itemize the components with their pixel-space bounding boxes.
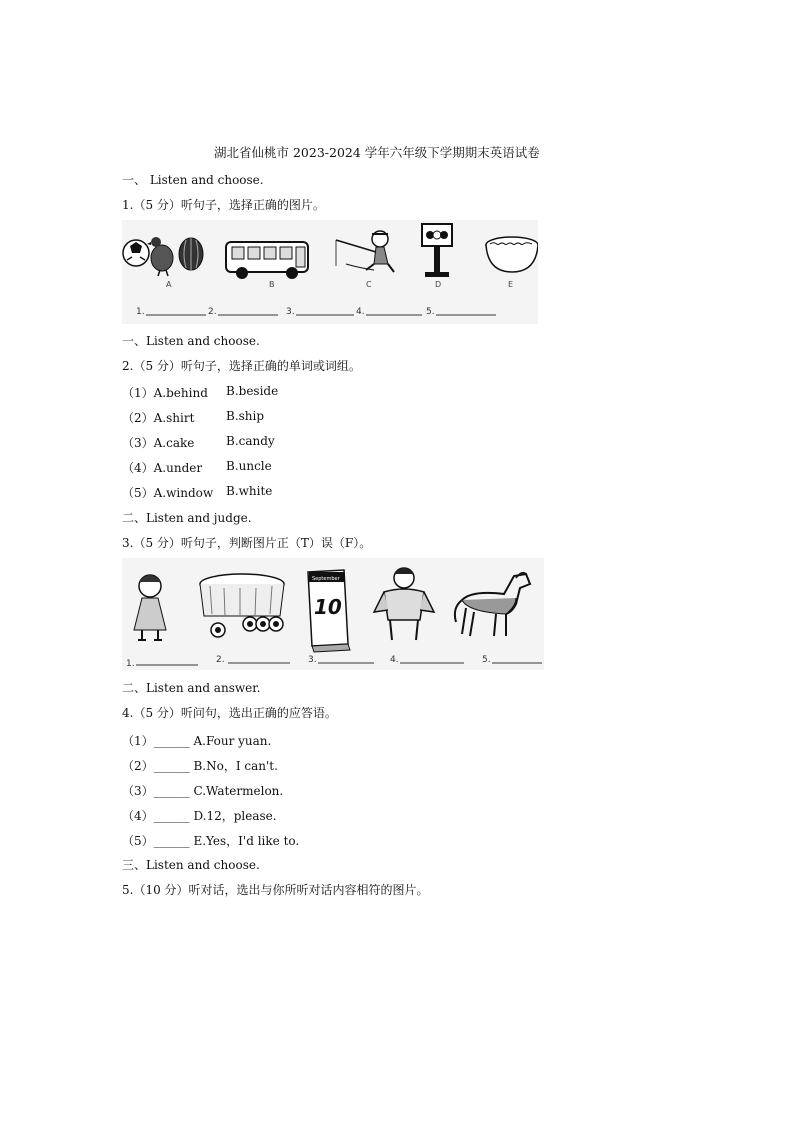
section-heading: 三、Listen and choose.	[122, 858, 260, 872]
ball-chicken-icon	[123, 237, 203, 276]
option-number: （1）	[122, 734, 154, 748]
section-heading: 二、Listen and answer.	[122, 681, 261, 695]
option-a: A.window	[153, 486, 214, 500]
answer-blank[interactable]: ______	[153, 734, 190, 748]
question-3: 3.（5 分）听句子，判断图片正（T）误（F）。	[122, 536, 372, 550]
option-a: A.shirt	[153, 411, 195, 425]
option-b: B.candy	[226, 434, 275, 448]
option-number: （4）	[122, 461, 154, 475]
bus-icon	[226, 242, 308, 279]
option-number: （5）	[122, 486, 154, 500]
calendar-icon	[308, 570, 350, 652]
answer-number: 4.	[390, 655, 399, 665]
option-row	[122, 384, 208, 401]
option-b: B.beside	[226, 384, 279, 398]
question-2: 2.（5 分）听句子，选择正确的单词或词组。	[122, 359, 361, 373]
table-balls-icon	[200, 574, 284, 637]
answer-blank[interactable]: ______	[153, 759, 190, 773]
section-heading: 一、 Listen and choose.	[122, 173, 264, 187]
question-5: 5.（10 分）听对话，选出与你所听对话内容相符的图片。	[122, 883, 429, 897]
calendar-day: 10	[314, 595, 342, 619]
answer-number: 1.	[136, 307, 145, 317]
section-heading: 一、Listen and choose.	[122, 334, 260, 348]
answer-number: 4.	[356, 307, 365, 317]
option-row	[122, 459, 202, 476]
calendar-month: September	[312, 576, 340, 582]
option-a: A.under	[153, 461, 203, 475]
traffic-light-icon	[422, 224, 452, 277]
answer-blank[interactable]: ______	[153, 809, 190, 823]
option-b: B.uncle	[226, 459, 272, 473]
picture-letter: C	[366, 280, 372, 289]
answer-row	[122, 757, 278, 774]
answer-number: 2.	[208, 307, 217, 317]
answer-row	[122, 782, 283, 799]
picture-letter: D	[435, 280, 442, 289]
option-b: B.white	[226, 484, 273, 498]
answer-number: 1.	[126, 659, 135, 669]
answer-row	[122, 732, 271, 749]
answer-number: 5.	[426, 307, 435, 317]
option-row	[122, 484, 213, 501]
picture-letter: A	[166, 280, 172, 289]
question-1-pictures	[122, 220, 538, 324]
answer-option: A.Four yuan.	[193, 734, 272, 748]
girl-icon	[134, 575, 166, 640]
man-fishing-icon	[336, 231, 394, 272]
answer-option: C.Watermelon.	[193, 784, 284, 798]
question-4: 4.（5 分）听问句，选出正确的应答语。	[122, 706, 337, 720]
option-number: （3）	[122, 436, 154, 450]
option-number: （3）	[122, 784, 154, 798]
answer-option: E.Yes，I'd like to.	[193, 834, 300, 848]
answer-row	[122, 807, 277, 824]
answer-option: B.No，I can't.	[193, 759, 278, 773]
answer-number: 3.	[286, 307, 295, 317]
horse-icon	[455, 573, 530, 636]
option-number: （4）	[122, 809, 154, 823]
answer-option: D.12，please.	[193, 809, 277, 823]
answer-number: 2.	[216, 655, 225, 665]
option-row	[122, 434, 194, 451]
strong-man-icon	[374, 568, 434, 640]
option-a: A.cake	[153, 436, 195, 450]
question-3-pictures	[122, 558, 544, 670]
option-number: （2）	[122, 411, 154, 425]
answer-number: 5.	[482, 655, 491, 665]
page-title: 湖北省仙桃市 2023-2024 学年六年级下学期期末英语试卷	[214, 145, 540, 160]
answer-blank[interactable]: ______	[153, 834, 190, 848]
option-number: （2）	[122, 759, 154, 773]
answer-number: 3.	[308, 655, 317, 665]
option-a: A.behind	[153, 386, 208, 400]
option-number: （5）	[122, 834, 154, 848]
section-heading: 二、Listen and judge.	[122, 511, 252, 525]
option-number: （1）	[122, 386, 154, 400]
question-1: 1.（5 分）听句子，选择正确的图片。	[122, 198, 325, 212]
picture-letter: B	[269, 280, 275, 289]
option-row	[122, 409, 194, 426]
noodles-bowl-icon	[486, 237, 538, 272]
answer-row	[122, 832, 299, 849]
answer-blank[interactable]: ______	[153, 784, 190, 798]
picture-letter: E	[508, 280, 514, 289]
option-b: B.ship	[226, 409, 265, 423]
